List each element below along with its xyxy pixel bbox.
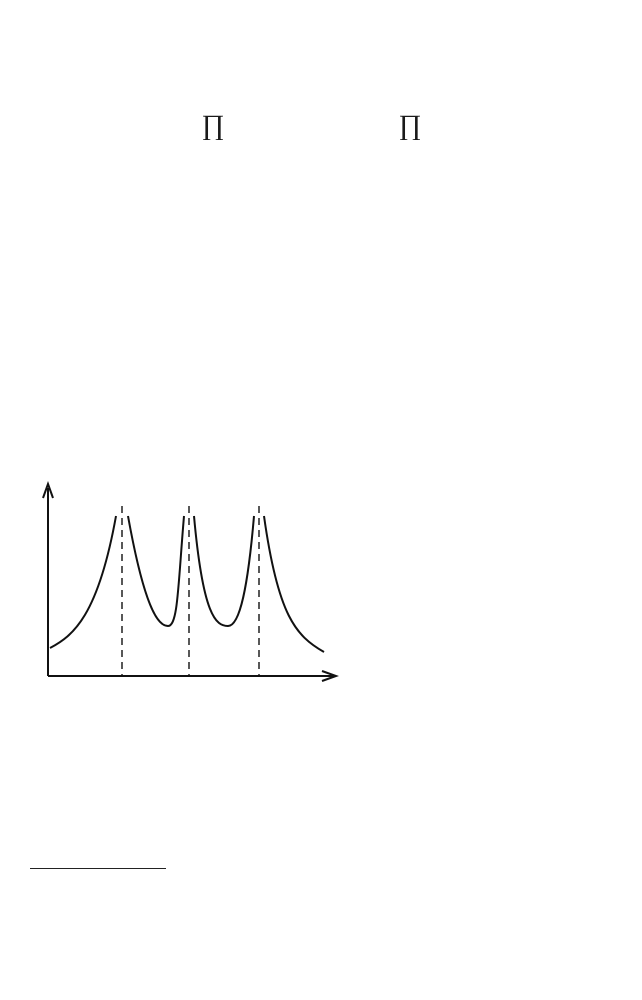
curve-branch bbox=[128, 516, 184, 626]
page-header bbox=[28, 26, 612, 50]
curve-branch bbox=[50, 516, 116, 648]
product-symbol: ∏ bbox=[201, 110, 225, 141]
footnote-rule bbox=[30, 868, 166, 869]
curve-branch bbox=[264, 516, 324, 652]
curve-branch bbox=[194, 516, 254, 626]
figure-amplitude-response bbox=[28, 476, 348, 696]
product-symbol: ∏ bbox=[398, 110, 422, 141]
